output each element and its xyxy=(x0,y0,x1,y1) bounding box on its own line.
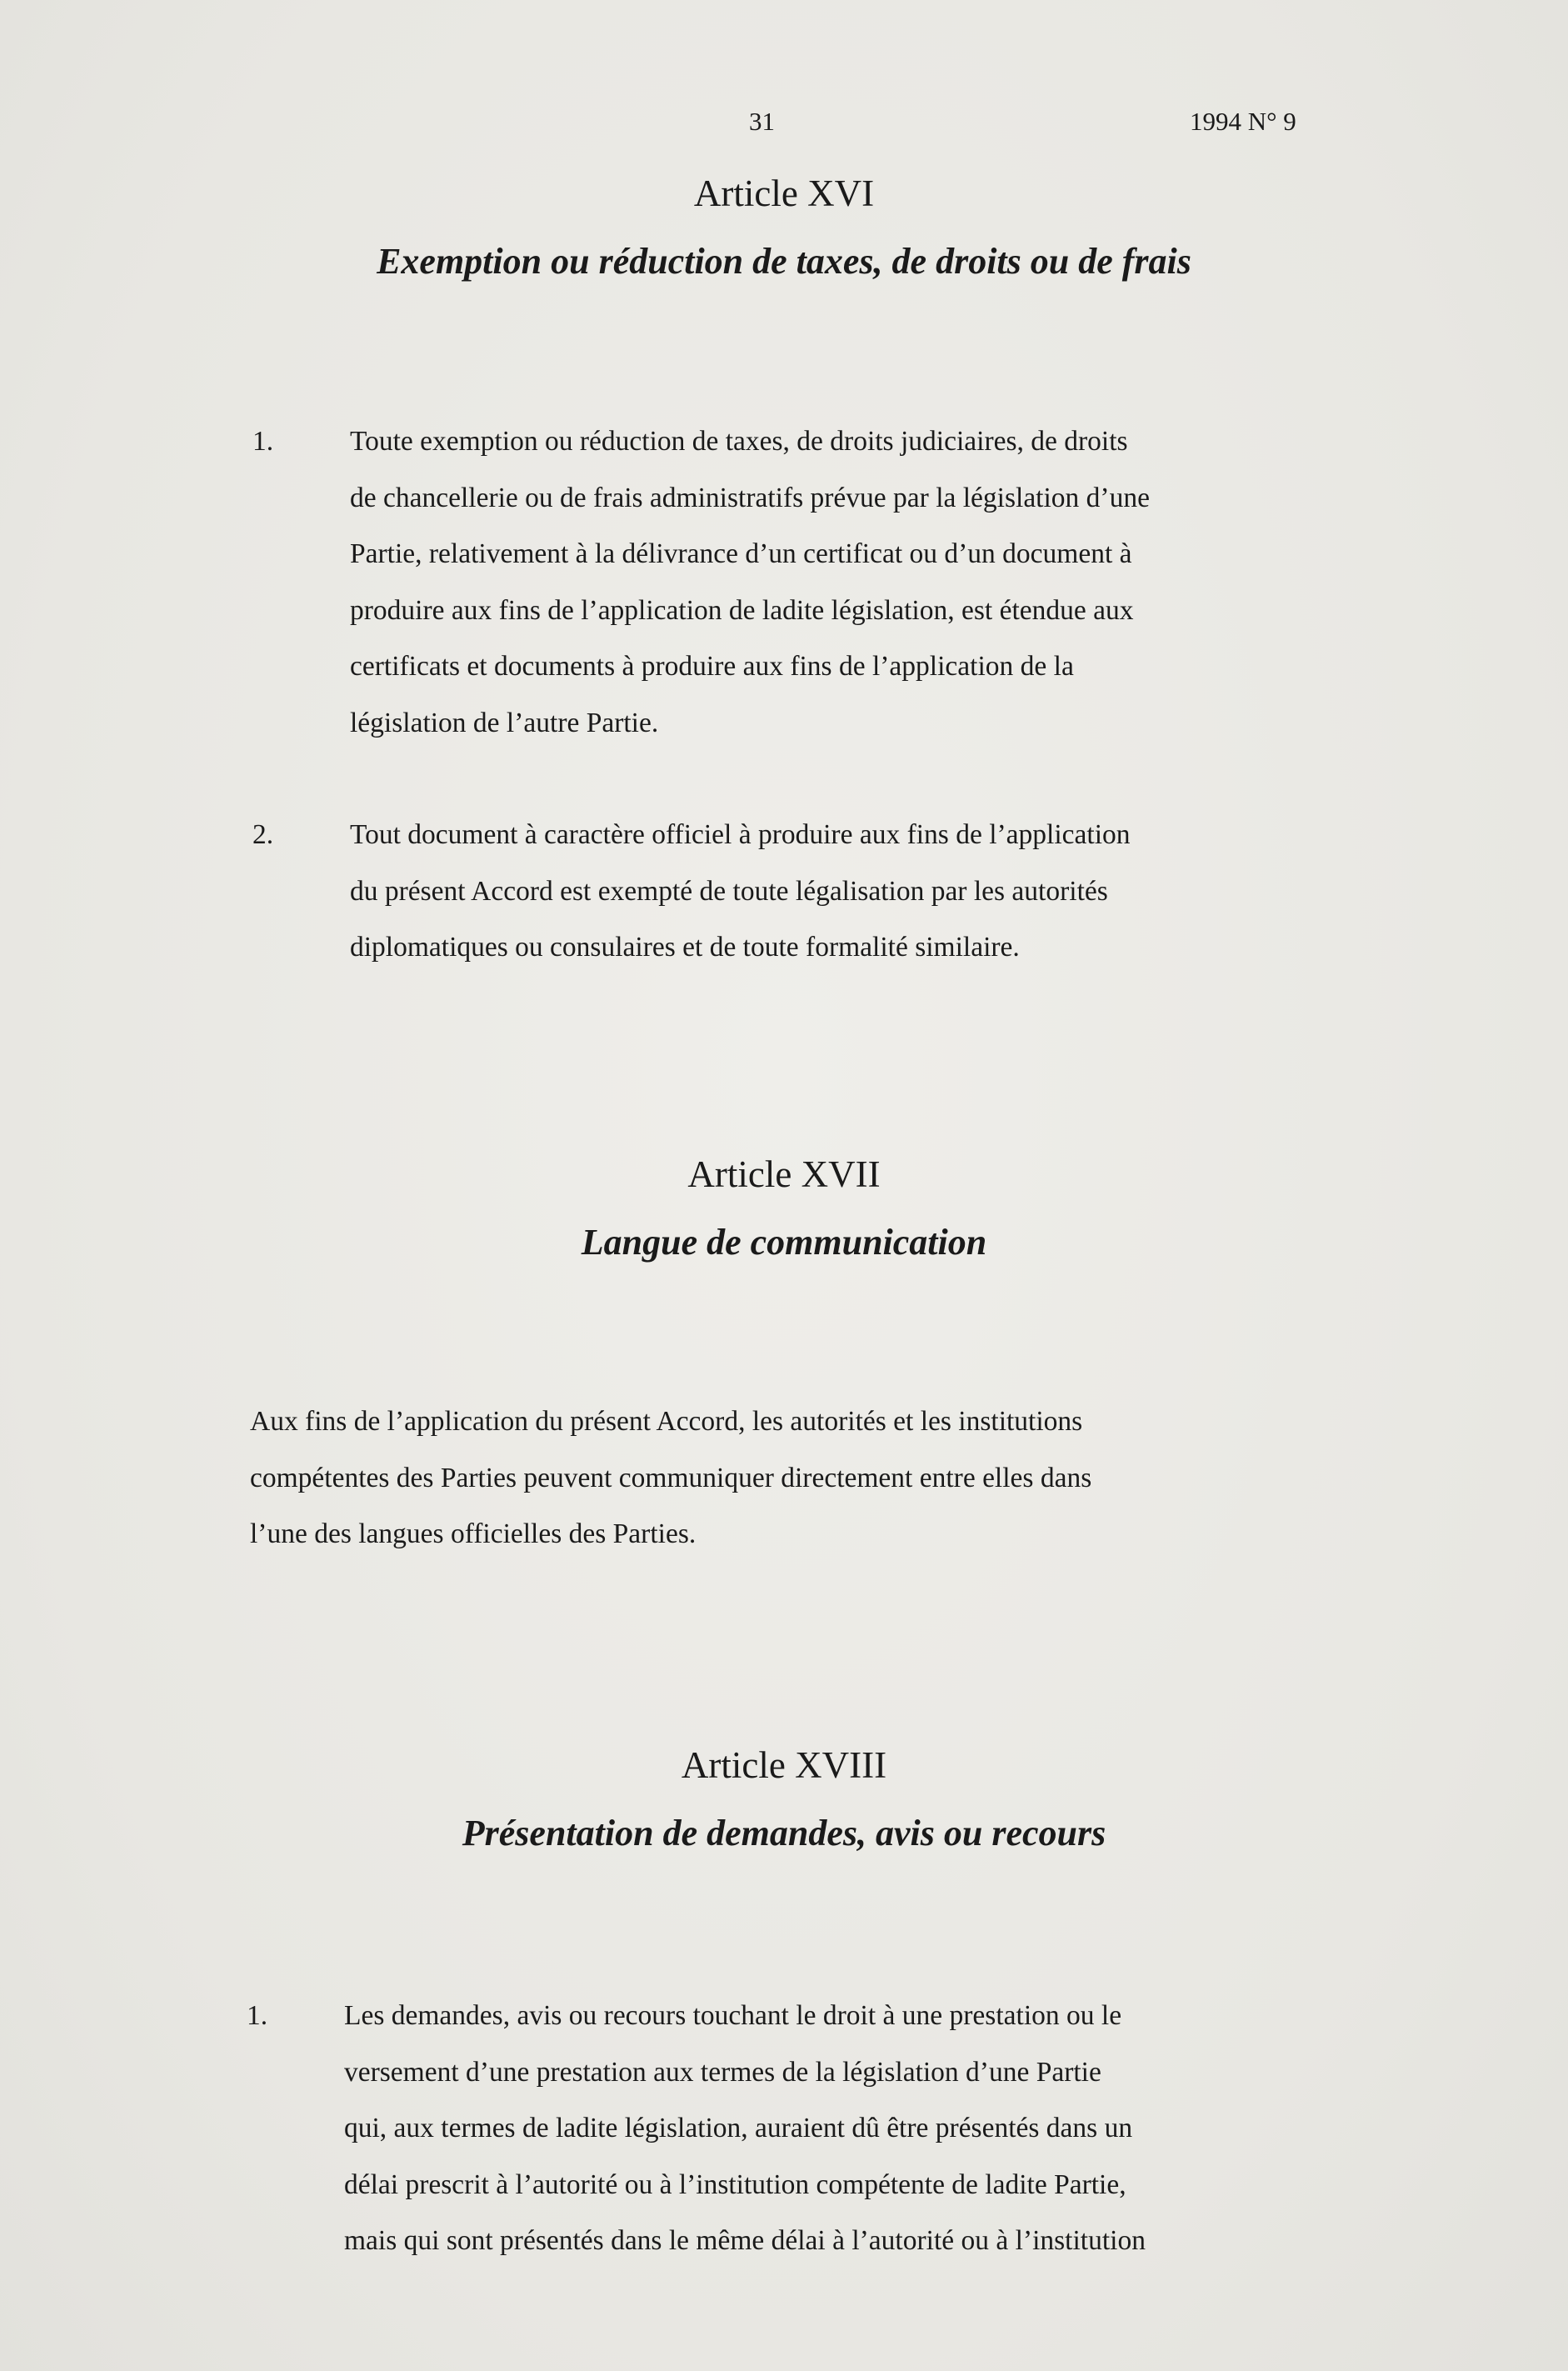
paragraph-line: produire aux fins de l’application de ladite législation, est étendue aux xyxy=(350,594,1134,626)
article-16-subtitle: Exemption ou réduction de taxes, de droits ou de frais xyxy=(377,241,1191,282)
paragraph-line: Partie, relativement à la délivrance d’un certificat ou d’un document à xyxy=(350,538,1132,569)
paragraph-line: Tout document à caractère officiel à produire aux fins de l’application xyxy=(350,819,1131,850)
paragraph-line: délai prescrit à l’autorité ou à l’institution compétente de ladite Partie, xyxy=(344,2168,1126,2200)
page-number: 31 xyxy=(749,107,775,136)
paragraph-line: qui, aux termes de ladite législation, auraient dû être présentés dans un xyxy=(344,2113,1133,2143)
article-18-subtitle: Présentation de demandes, avis ou recours xyxy=(462,1813,1106,1853)
article-17-subtitle: Langue de communication xyxy=(581,1222,987,1263)
paragraph-line: Aux fins de l’application du présent Accord, les autorités et les institutions xyxy=(250,1406,1083,1437)
document-reference: 1994 N° 9 xyxy=(1190,107,1296,136)
article-17-title: Article XVII xyxy=(687,1153,881,1195)
paragraph-line: certificats et documents à produire aux fins de l’application de la xyxy=(350,651,1074,682)
article-18-para-1-number: 1. xyxy=(247,2000,268,2031)
paragraph-line: compétentes des Parties peuvent communiquer directement entre elles dans xyxy=(250,1462,1092,1493)
paragraph-line: diplomatiques ou consulaires et de toute formalité similaire. xyxy=(350,932,1020,963)
article-16-para-2 xyxy=(350,807,1131,976)
article-16-para-1-number: 1. xyxy=(252,426,274,457)
article-16-para-1 xyxy=(350,413,1150,751)
paragraph-line: Toute exemption ou réduction de taxes, de droits judiciaires, de droits xyxy=(350,426,1128,457)
article-18-title: Article XVIII xyxy=(681,1744,887,1786)
paragraph-line: Les demandes, avis ou recours touchant le droit à une prestation ou le xyxy=(344,2000,1122,2031)
article-16-title: Article XVI xyxy=(693,173,875,214)
article-18-para-1 xyxy=(344,1988,1146,2269)
article-16-para-2-number: 2. xyxy=(252,819,274,850)
paragraph-line: l’une des langues officielles des Parties. xyxy=(250,1518,697,1549)
paragraph-line: mais qui sont présentés dans le même délai à l’autorité ou à l’institution xyxy=(344,2225,1146,2256)
paragraph-line: du présent Accord est exempté de toute légalisation par les autorités xyxy=(350,875,1108,907)
article-17-para xyxy=(250,1393,1091,1563)
paragraph-line: versement d’une prestation aux termes de la législation d’une Partie xyxy=(344,2056,1101,2088)
paragraph-line: législation de l’autre Partie. xyxy=(350,707,659,738)
paragraph-line: de chancellerie ou de frais administratifs prévue par la législation d’une xyxy=(350,482,1150,513)
